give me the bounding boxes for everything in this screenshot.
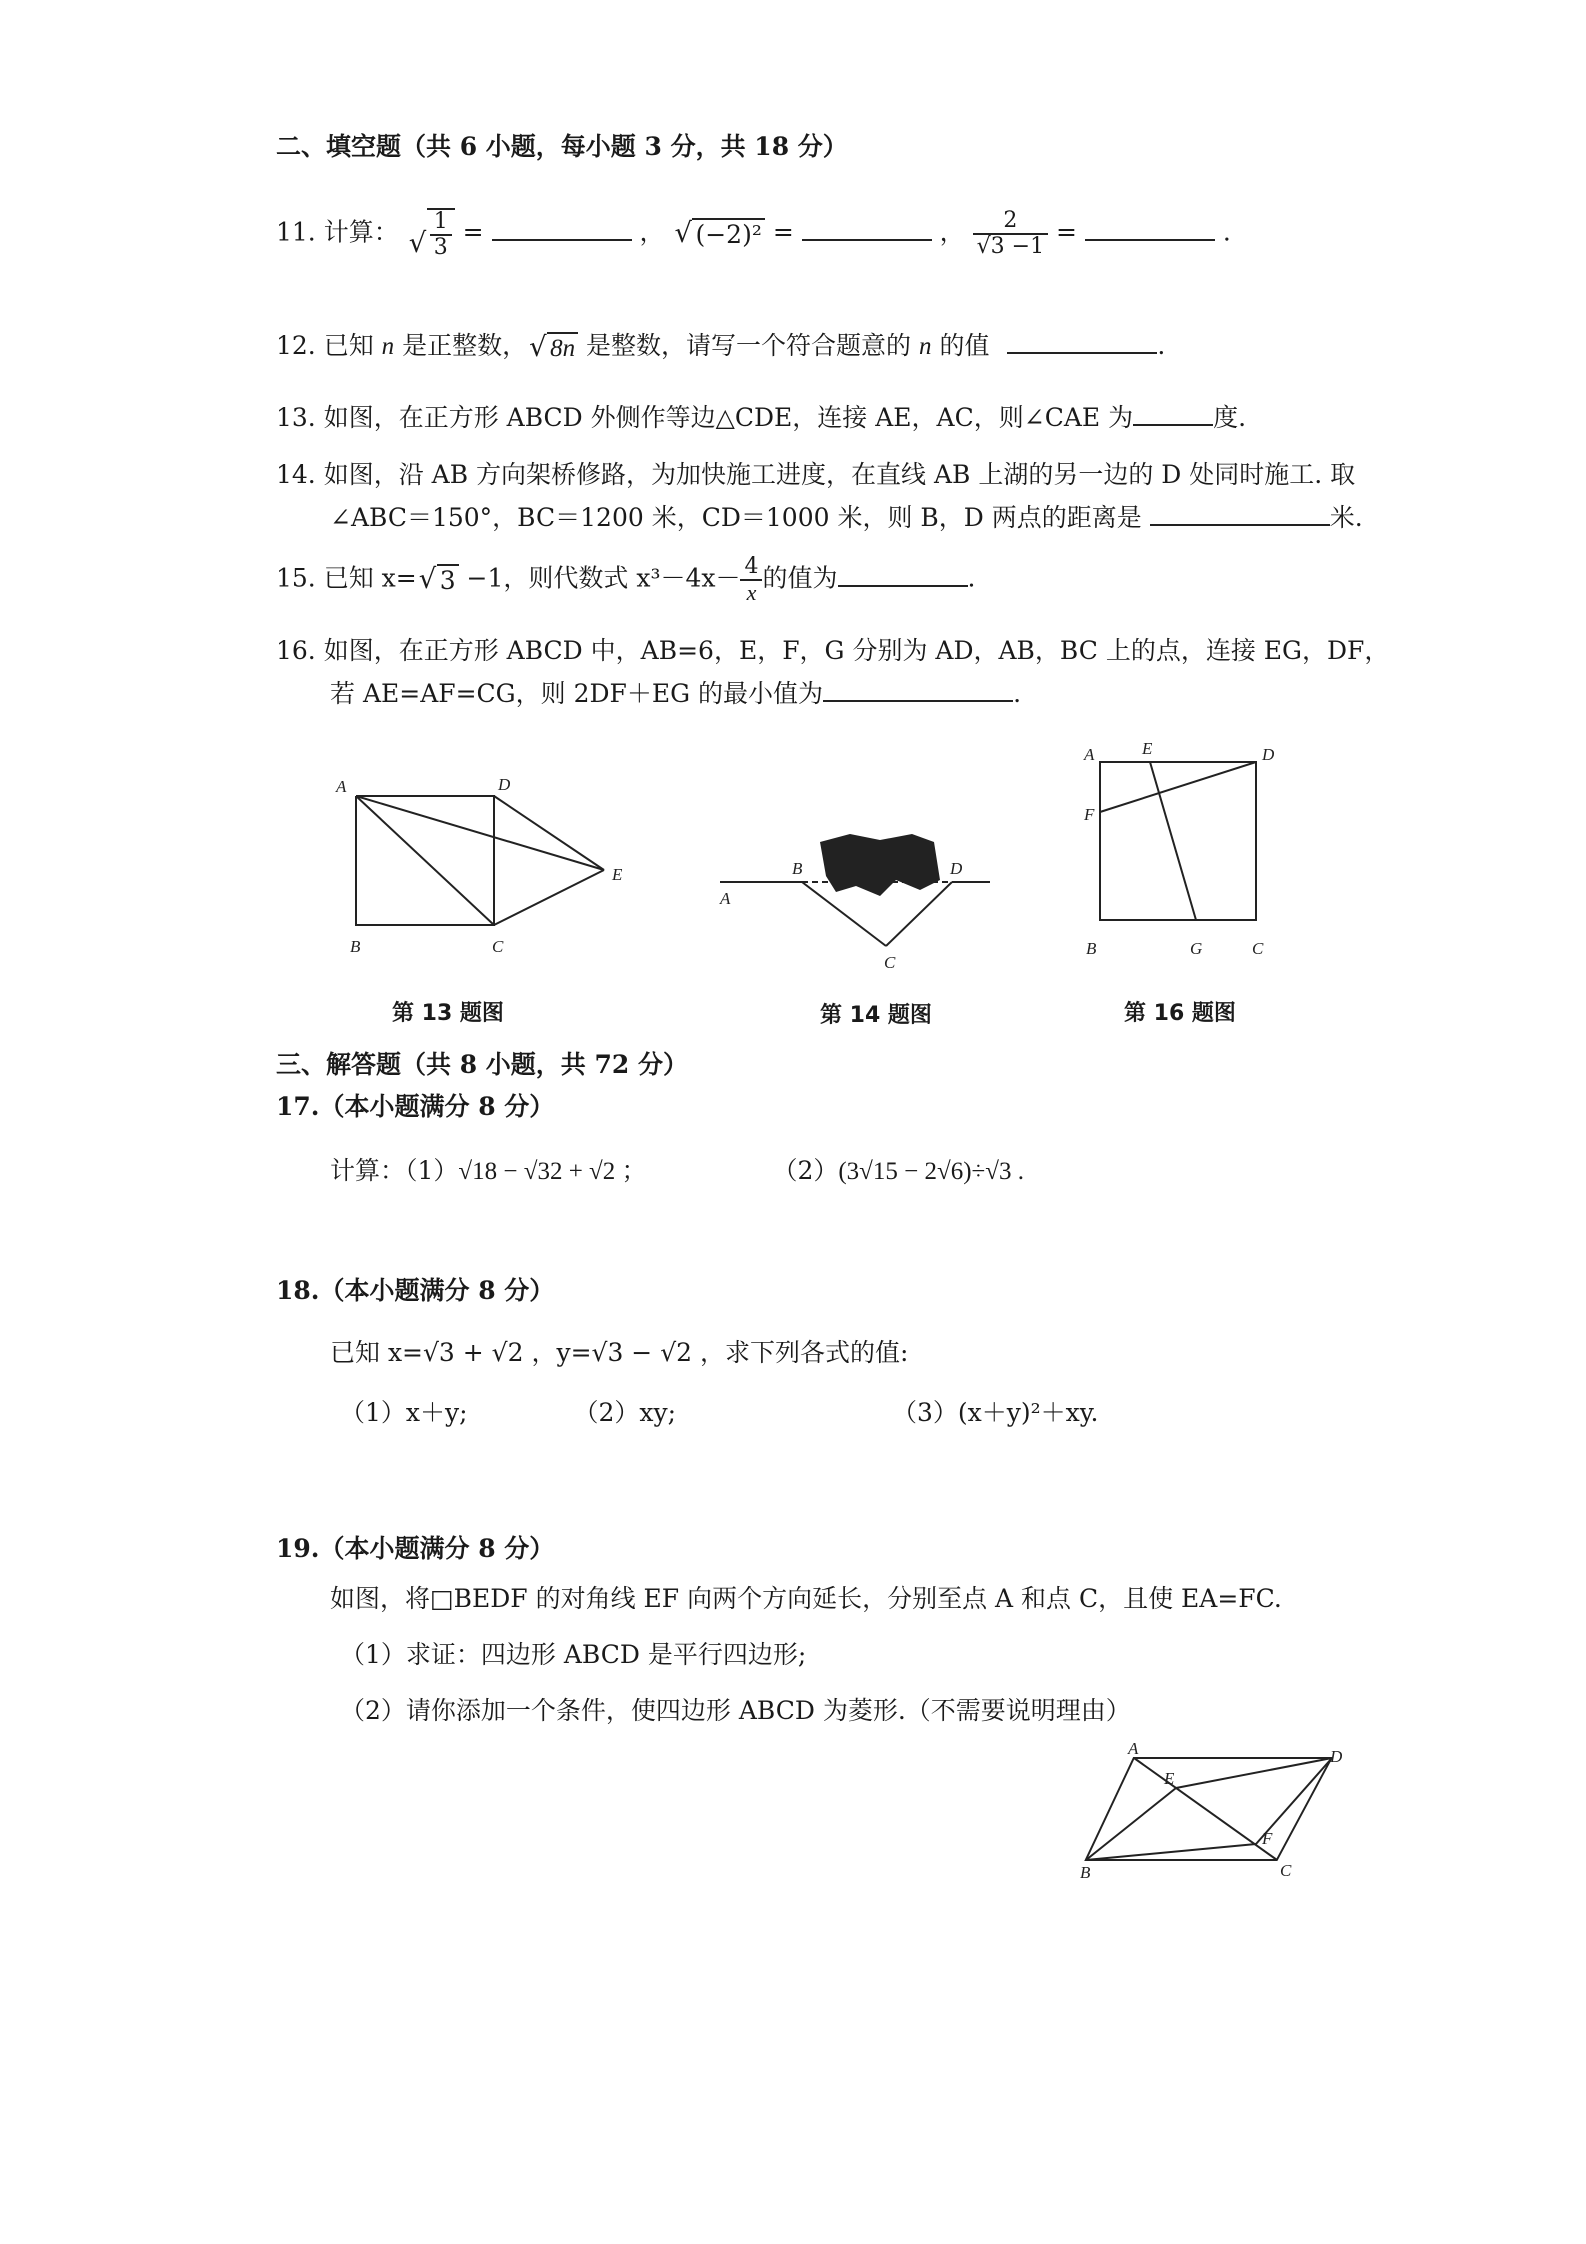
question-13: 13. 如图，在正方形 ABCD 外侧作等边△CDE，连接 AE，AC，则∠CAE 为 度.	[276, 403, 1247, 432]
fig13-label-d: D	[498, 775, 511, 794]
question-15: 15. 已知 x= √ 3 −1，则代数式 x³－4x－ $\frac{4}{x}$ 的值为 .	[276, 554, 976, 606]
figure-13-diagram	[356, 796, 604, 925]
fig13-label-b: B	[350, 937, 361, 956]
fig19-label-d: D	[1330, 1747, 1343, 1766]
question-17-heading: 17.（本小题满分 8 分）	[276, 1092, 555, 1121]
question-19-line-1: 如图，将□BEDF 的对角线 EF 向两个方向延长，分别至点 A 和点 C，且使 EA=FC.	[330, 1584, 1282, 1613]
fig16-label-c: C	[1252, 939, 1264, 958]
q15-fraction: $\frac{4}{x}$	[740, 555, 762, 605]
question-14-line-2: ∠ABC＝150°，BC＝1200 米，CD＝1000 米，则 B，D 两点的距离是 米.	[330, 503, 1363, 532]
question-18-heading: 18.（本小题满分 8 分）	[276, 1276, 555, 1305]
q15-sqrt: √ 3	[419, 564, 459, 596]
fig13-label-a: A	[336, 777, 347, 796]
q16-answer-blank[interactable]	[823, 678, 1013, 702]
question-11: 11. 计算： √ $\frac{1}{3}$ = ， √ (−2)² = ， $\frac{2}{√3 -1}$ = .	[276, 208, 1231, 261]
question-19-heading: 19.（本小题满分 8 分）	[276, 1534, 555, 1563]
fig19-label-e: E	[1164, 1769, 1175, 1788]
fig19-label-c: C	[1280, 1861, 1292, 1880]
fig14-label-d: D	[950, 859, 963, 878]
figure-16-caption: 第 16 题图	[1124, 1001, 1236, 1026]
fig14-label-b: B	[792, 859, 803, 878]
fig14-label-a: A	[720, 889, 731, 908]
fig14-label-c: C	[884, 953, 896, 972]
q11-sqrt-square: √ (−2)²	[674, 218, 764, 250]
q11-sqrt-fraction: √ $\frac{1}{3}$	[409, 208, 455, 260]
question-14-line-1: 14. 如图，沿 AB 方向架桥修路，为加快施工进度，在直线 AB 上湖的另一边的 D 处同时施工. 取	[276, 460, 1356, 489]
fig19-label-b: B	[1080, 1863, 1091, 1882]
q15-answer-blank[interactable]	[838, 563, 968, 587]
fig19-label-f: F	[1262, 1829, 1273, 1848]
fig16-label-g: G	[1190, 939, 1203, 958]
figure-16-diagram	[1100, 762, 1256, 920]
q13-answer-blank[interactable]	[1133, 402, 1213, 426]
q12-sqrt: √ 8n	[529, 332, 578, 364]
fig16-label-b: B	[1086, 939, 1097, 958]
q11-fraction: $\frac{2}{√3 -1}$	[973, 209, 1048, 259]
fig16-label-a: A	[1084, 745, 1095, 764]
figure-19-diagram	[1080, 1738, 1343, 1882]
q12-answer-blank[interactable]	[1007, 330, 1157, 354]
q11-answer-blank-1[interactable]	[492, 217, 632, 241]
q11-answer-blank-2[interactable]	[802, 217, 932, 241]
figure-13-caption: 第 13 题图	[392, 1001, 504, 1026]
figures-row	[0, 730, 1586, 990]
question-16-line-1: 16. 如图，在正方形 ABCD 中，AB=6，E，F，G 分别为 AD，AB，BC 上的点，连接 EG，DF，	[276, 636, 1390, 665]
lake-shape	[820, 834, 940, 896]
question-16-line-2: 若 AE=AF=CG，则 2DF＋EG 的最小值为 .	[330, 679, 1022, 708]
question-19-part-1: （1）求证：四边形 ABCD 是平行四边形;	[340, 1640, 807, 1669]
question-17-body: 计算：（1）√18 − √32 + √2 ； （2）(3√15 − 2√6)÷√3 .	[330, 1156, 1024, 1185]
q11-label: 计算：	[323, 217, 399, 247]
fig13-label-e: E	[612, 865, 623, 884]
figure-14-caption: 第 14 题图	[820, 1003, 932, 1028]
fig16-label-d: D	[1262, 745, 1275, 764]
question-18-given: 已知 x=√3 + √2 ，y=√3 − √2 ，求下列各式的值:	[330, 1338, 909, 1367]
q11-answer-blank-3[interactable]	[1085, 217, 1215, 241]
fig16-label-e: E	[1142, 739, 1153, 758]
question-18-parts: （1）x＋y; （2）xy; （3）(x＋y)²＋xy.	[340, 1398, 1099, 1427]
section-3-title: 三、解答题（共 8 小题，共 72 分）	[276, 1050, 689, 1079]
q14-answer-blank[interactable]	[1150, 502, 1330, 526]
question-12: 12. 已知 n 是正整数， √ 8n 是整数，请写一个符合题意的 n 的值 .	[276, 330, 1166, 363]
fig13-label-c: C	[492, 937, 504, 956]
q11-number: 11.	[276, 217, 316, 247]
question-19-part-2: （2）请你添加一个条件，使四边形 ABCD 为菱形.（不需要说明理由）	[340, 1696, 1131, 1725]
section-2-title: 二、填空题（共 6 小题，每小题 3 分，共 18 分）	[276, 132, 848, 161]
fig16-label-f: F	[1084, 805, 1095, 824]
fig19-label-a: A	[1128, 1739, 1139, 1758]
figure-14-diagram	[720, 882, 990, 946]
